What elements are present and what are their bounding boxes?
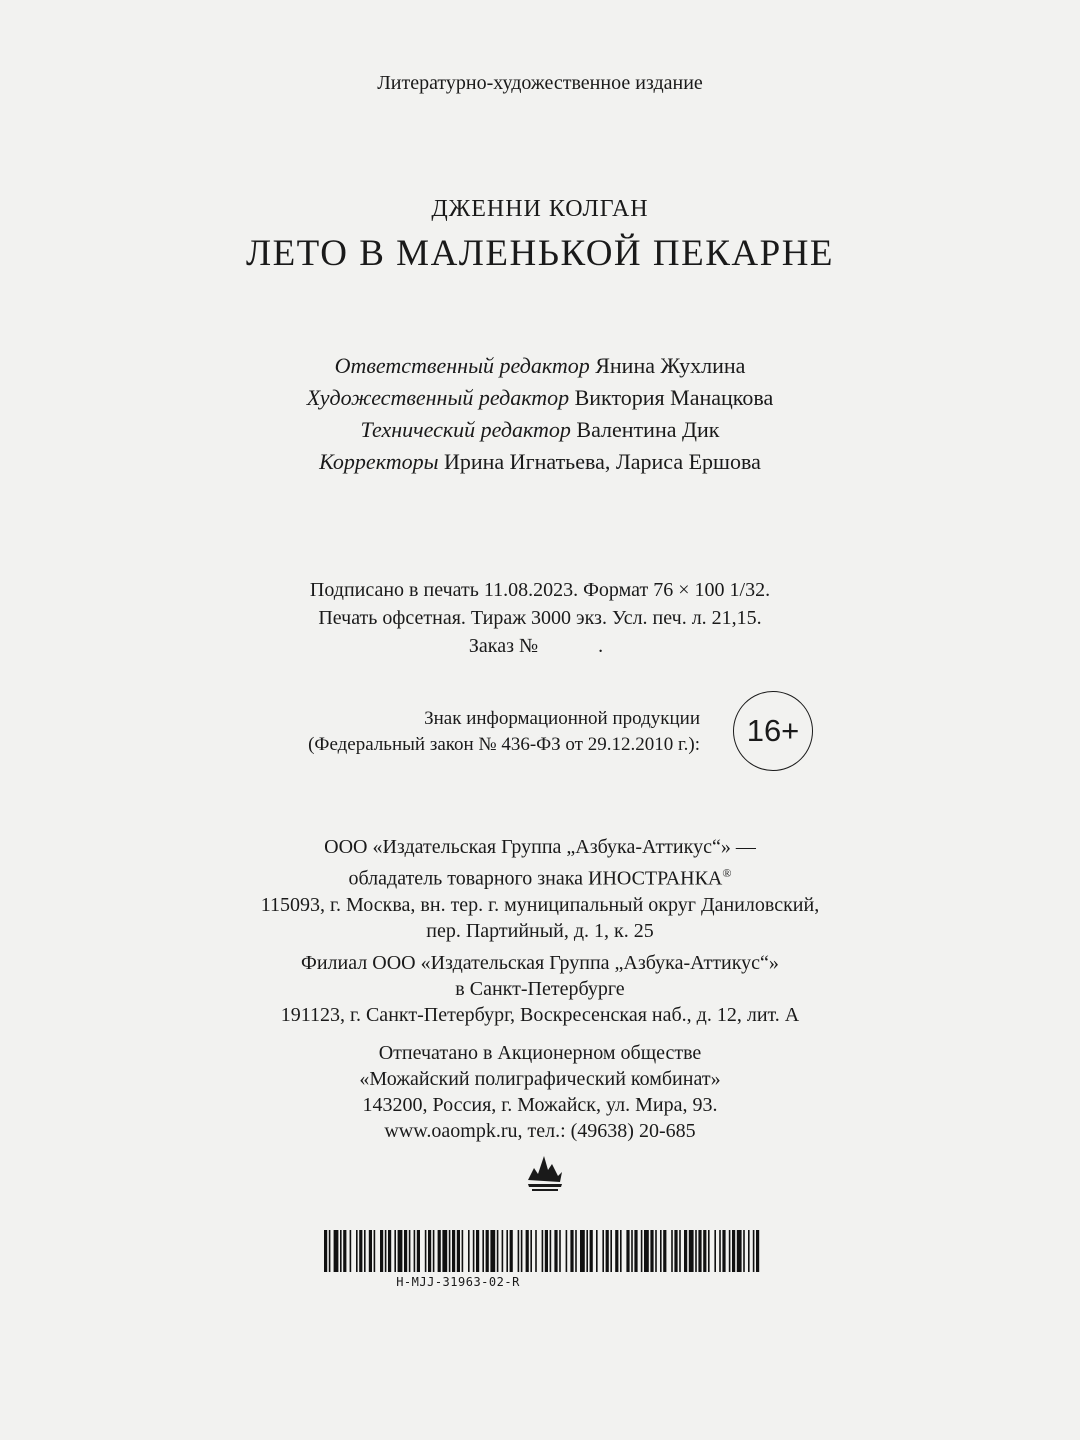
barcode-bar [566, 1230, 568, 1272]
barcode-bar [452, 1230, 455, 1272]
barcode-bar [449, 1230, 451, 1272]
barcode-bar [655, 1230, 657, 1272]
barcode-bar [476, 1230, 479, 1272]
barcode-bar [457, 1230, 460, 1272]
barcode-bar [425, 1230, 427, 1272]
credit-name: Ирина Игнатьева, Лариса Ершова [443, 449, 761, 474]
barcode-bar [518, 1230, 520, 1272]
publisher-logo-icon [524, 1150, 566, 1192]
publisher-trademark [0, 860, 1080, 892]
barcode-bar [575, 1230, 577, 1272]
barcode-bar [753, 1230, 755, 1272]
barcode-bar [324, 1230, 327, 1272]
credit-name: Янина Жухлина [595, 353, 746, 378]
barcode-bar [606, 1230, 609, 1272]
barcode-bar [350, 1230, 352, 1272]
age-rating-text [240, 706, 700, 758]
publisher-name: ООО «Издательская Группа „Азбука-Аттикус“» — [324, 836, 756, 858]
barcode-bar [542, 1230, 544, 1272]
branch-address: 191123, г. Санкт-Петербург, Воскресенская наб., д. 12, лит. А [280, 1004, 800, 1026]
credit-name: Виктория Манацкова [574, 385, 774, 410]
barcode-bar [626, 1230, 629, 1272]
barcode-bar [602, 1230, 604, 1272]
barcode-bar [631, 1230, 633, 1272]
barcode-bar [510, 1230, 513, 1272]
credit-line [0, 382, 1080, 414]
credit-role: Ответственный редактор [334, 353, 590, 378]
barcode-bar [502, 1230, 504, 1272]
barcode-bar [729, 1230, 731, 1272]
barcode-bar [490, 1230, 495, 1272]
barcode-bar [641, 1230, 643, 1272]
barcode-bar [374, 1230, 376, 1272]
publisher-address: 115093, г. Москва, вн. тер. г. муниципальный округ Даниловский, [260, 893, 820, 916]
barcode-bar [660, 1230, 662, 1272]
barcode-bar [364, 1230, 366, 1272]
barcode-bar [671, 1230, 673, 1272]
printer-name: «Можайский полиграфический комбинат» [359, 1068, 721, 1090]
branch-block [0, 950, 1080, 1028]
printer-block [0, 1040, 1080, 1144]
barcode-bar [708, 1230, 710, 1272]
barcode-bar [554, 1230, 557, 1272]
age-rating-law: (Федеральный закон № 436-ФЗ от 29.12.2010 г.): [308, 734, 700, 755]
barcode-bar [550, 1230, 552, 1272]
barcode-bar [438, 1230, 441, 1272]
barcode-bar [695, 1230, 697, 1272]
credit-line [0, 446, 1080, 478]
barcode-bar [722, 1230, 725, 1272]
barcode-bar [329, 1230, 331, 1272]
barcode-bar [462, 1230, 464, 1272]
barcode-bar [732, 1230, 735, 1272]
barcode-bar [380, 1230, 383, 1272]
barcode-bar [535, 1230, 537, 1272]
barcode-bar [356, 1230, 358, 1272]
credit-role: Художественный редактор [306, 385, 570, 410]
barcode-bar [663, 1230, 666, 1272]
book-title: ЛЕТО В МАЛЕНЬКОЙ ПЕКАРНЕ [245, 233, 835, 274]
barcode-bar [506, 1230, 508, 1272]
printer-address: 143200, Россия, г. Можайск, ул. Мира, 93. [362, 1094, 718, 1116]
barcode-text: H-MJJ-31963-02-R [396, 1275, 520, 1289]
printer-contacts: www.oaompk.ru, тел.: (49638) 20-685 [384, 1120, 696, 1142]
branch-city: в Санкт-Петербурге [455, 978, 625, 1000]
barcode-bar [674, 1230, 677, 1272]
publisher-address: пер. Партийный, д. 1, к. 25 [426, 919, 654, 942]
barcode-bar [580, 1230, 585, 1272]
barcode-bar [340, 1230, 342, 1272]
barcode-bar [596, 1230, 598, 1272]
barcode-bar [559, 1230, 561, 1272]
barcode-bar [679, 1230, 681, 1272]
barcode-bar [748, 1230, 750, 1272]
barcode-bar [388, 1230, 391, 1272]
barcode-bar [417, 1230, 420, 1272]
barcode-bar [486, 1230, 489, 1272]
barcode-bar [737, 1230, 742, 1272]
barcode-bar [468, 1230, 470, 1272]
publisher-trademark-text: обладатель товарного знака ИНОСТРАНКА [348, 867, 723, 890]
order-end: . [598, 635, 604, 657]
barcode-bar [570, 1230, 573, 1272]
print-info-line: Подписано в печать 11.08.2023. Формат 76 × 100 1/32. [309, 579, 771, 601]
barcode-bar [698, 1230, 701, 1272]
credit-line [0, 350, 1080, 382]
barcode-bar [428, 1230, 431, 1272]
order-number-line [0, 632, 1076, 660]
barcode-bar [433, 1230, 435, 1272]
barcode-bar [689, 1230, 694, 1272]
credits-block [0, 350, 1080, 478]
barcode-bar [343, 1230, 346, 1272]
barcode-bar [526, 1230, 529, 1272]
order-label: Заказ № [468, 635, 539, 657]
barcode-bar [404, 1230, 407, 1272]
credit-name: Валентина Дик [576, 417, 720, 442]
barcode-bar [644, 1230, 649, 1272]
print-info-block [0, 576, 1080, 660]
barcode-bar [714, 1230, 716, 1272]
barcode-bar [615, 1230, 618, 1272]
age-rating-line: Знак информационной продукции [424, 708, 700, 729]
registered-mark: ® [722, 866, 732, 880]
barcode-bar [334, 1230, 339, 1272]
age-rating-badge: 16+ [733, 691, 813, 771]
barcode-bar [743, 1230, 745, 1272]
barcode-bar [545, 1230, 548, 1272]
barcode-bar [369, 1230, 372, 1272]
edition-type: Литературно-художественное издание [377, 72, 703, 94]
barcode-bar [650, 1230, 653, 1272]
branch-name: Филиал ООО «Издательская Группа „Азбука-Аттикус“» [301, 952, 779, 974]
barcode-bar [703, 1230, 706, 1272]
barcode-bar [398, 1230, 403, 1272]
barcode-bar [394, 1230, 396, 1272]
barcode-bar [530, 1230, 532, 1272]
barcode-bar [620, 1230, 622, 1272]
barcode-bar [756, 1230, 759, 1272]
book-author: ДЖЕННИ КОЛГАН [431, 196, 649, 222]
barcode-bar [482, 1230, 484, 1272]
barcode-bar [521, 1230, 523, 1272]
barcode-bar [586, 1230, 588, 1272]
credit-role: Корректоры [319, 449, 439, 474]
barcode-bar [385, 1230, 387, 1272]
printer-line: Отпечатано в Акционерном обществе [378, 1042, 702, 1064]
barcode-bar [359, 1230, 362, 1272]
publisher-block [0, 834, 1080, 944]
barcode-bar [409, 1230, 411, 1272]
barcode-bar [610, 1230, 612, 1272]
barcode-bar [719, 1230, 721, 1272]
barcode-bar [473, 1230, 475, 1272]
barcode-bar [497, 1230, 499, 1272]
barcode-bar [684, 1230, 687, 1272]
barcode [324, 1230, 764, 1272]
barcode-bar [442, 1230, 447, 1272]
barcode-bar [634, 1230, 637, 1272]
credit-role: Технический редактор [360, 417, 571, 442]
barcode-bar [414, 1230, 416, 1272]
barcode-bar [590, 1230, 593, 1272]
credit-line [0, 414, 1080, 446]
print-info-line: Печать офсетная. Тираж 3000 экз. Усл. печ. л. 21,15. [318, 607, 762, 629]
